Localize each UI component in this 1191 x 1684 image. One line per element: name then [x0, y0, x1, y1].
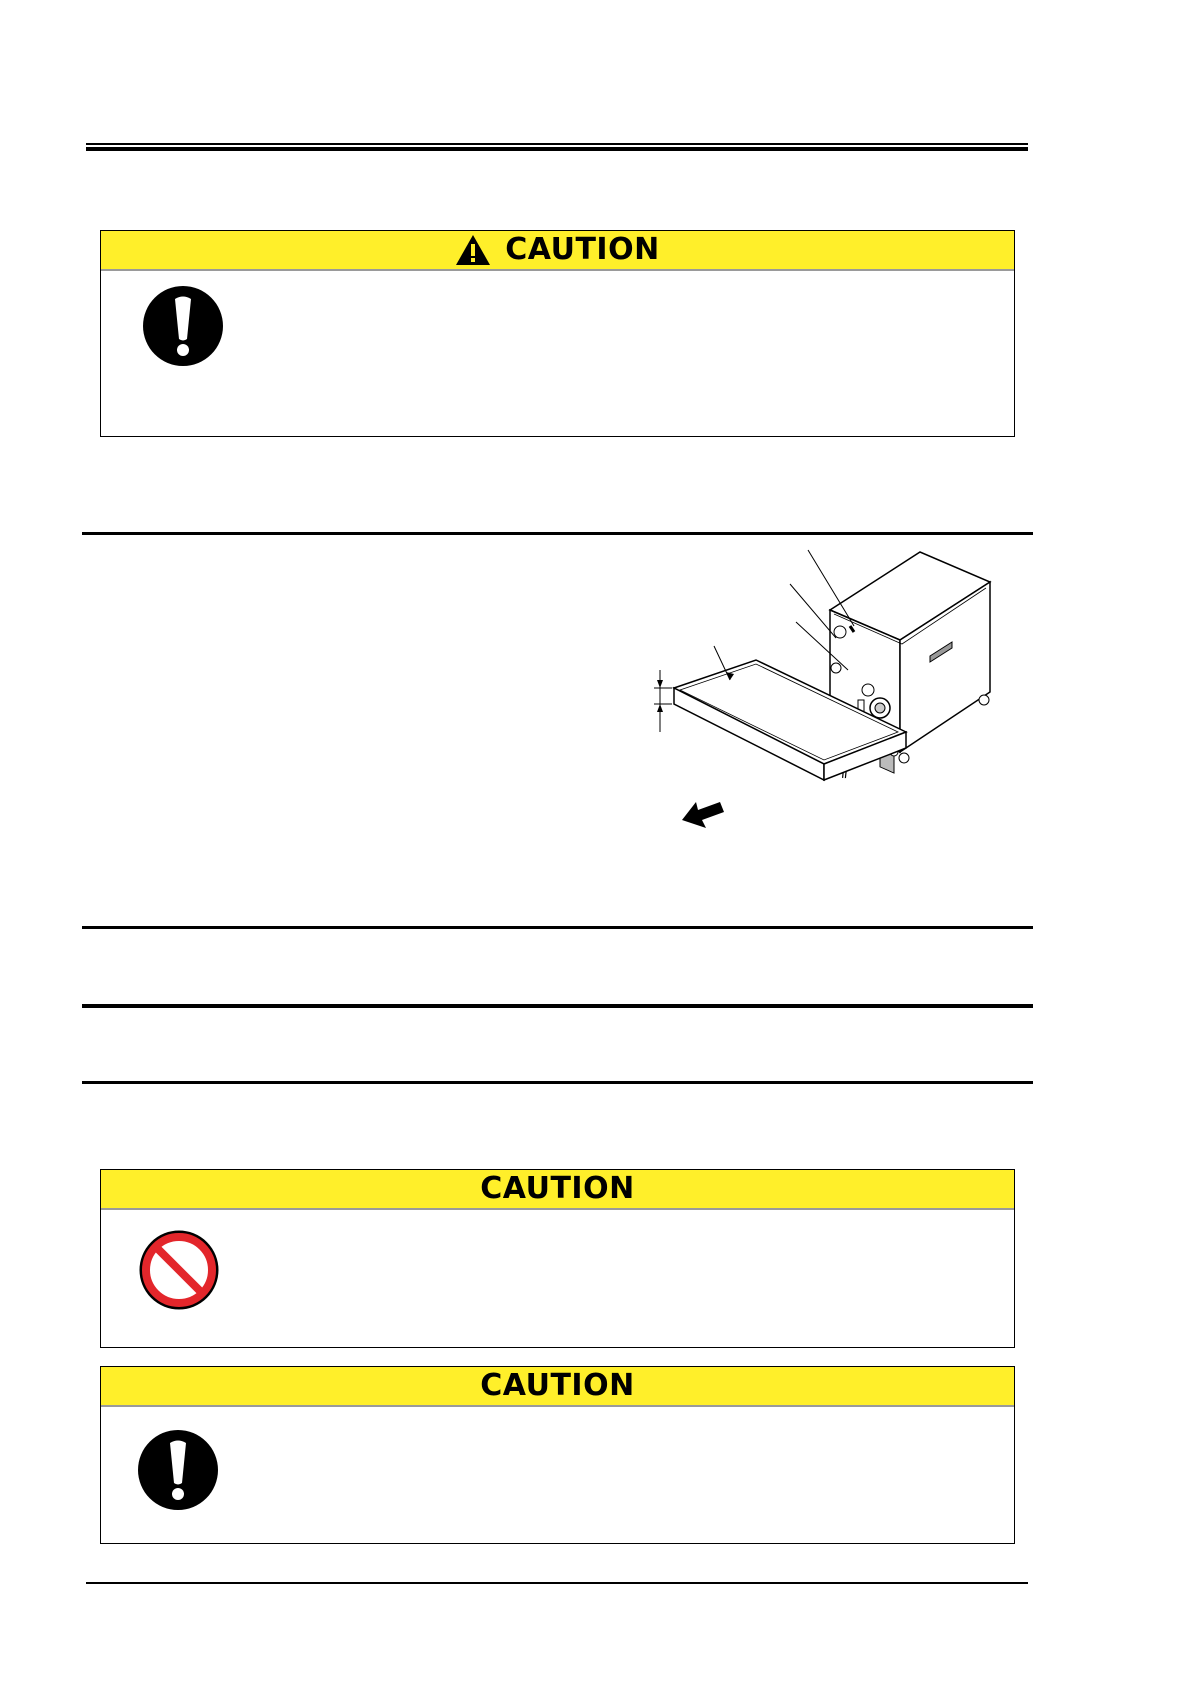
mandatory-action-icon	[142, 285, 224, 367]
header-rule-thin	[86, 143, 1028, 145]
caution-box-1	[100, 230, 1015, 437]
prohibition-icon	[137, 1228, 221, 1312]
warning-triangle-icon	[455, 234, 491, 266]
caution-header-2	[101, 1170, 1014, 1210]
caution-box-2	[100, 1169, 1015, 1348]
section-rule-1	[82, 532, 1033, 535]
caution-box-3	[100, 1366, 1015, 1544]
header-rule-thick	[86, 147, 1028, 151]
caution-title-2: CAUTION	[480, 1171, 635, 1206]
section-rule-2	[82, 926, 1033, 929]
caution-title-1: CAUTION	[505, 232, 660, 267]
section-rule-4	[82, 1081, 1033, 1084]
mandatory-action-icon	[137, 1429, 219, 1511]
caution-header-3	[101, 1367, 1014, 1407]
caution-title-3: CAUTION	[480, 1368, 635, 1403]
section-rule-3	[82, 1004, 1033, 1008]
footer-rule	[86, 1582, 1028, 1584]
caution-header-1	[101, 231, 1014, 271]
chiller-drain-pan-illustration	[640, 540, 1000, 860]
